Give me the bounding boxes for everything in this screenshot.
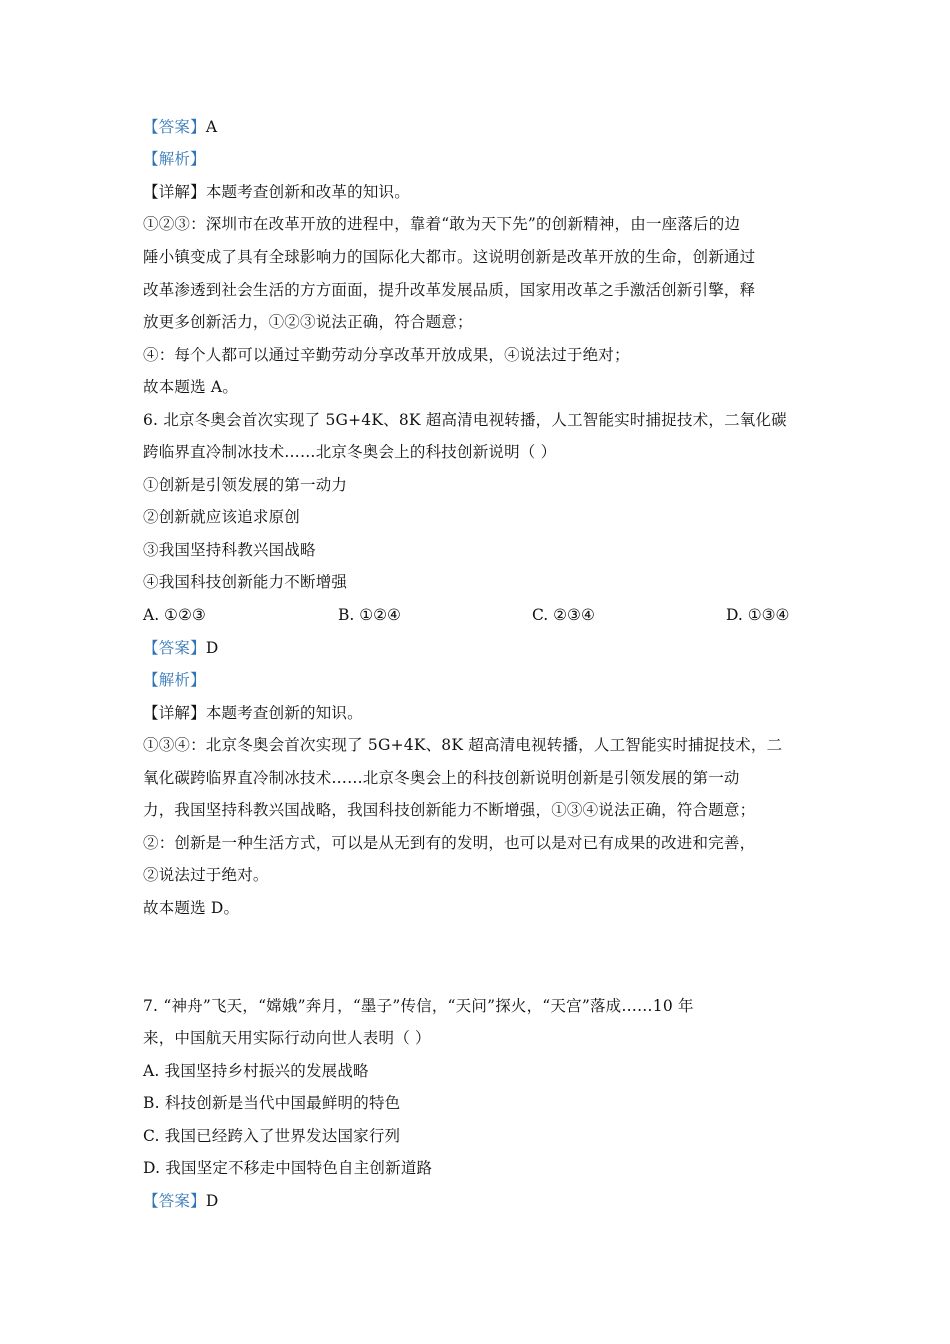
q6-option-c: C. ②③④ [532, 606, 595, 624]
q5-explanation-line: ①②③：深圳市在改革开放的进程中，靠着“敢为天下先”的创新精神，由一座落后的边 [143, 215, 741, 233]
q5-conclusion-line: 故本题选 A。 [143, 378, 239, 396]
q7-option-b: B. 科技创新是当代中国最鲜明的特色 [143, 1094, 401, 1112]
q5-explanation-line: 陲小镇变成了具有全球影响力的国际化大都市。这说明创新是改革开放的生命，创新通过 [143, 248, 756, 266]
answer-value: A [205, 118, 218, 136]
q6-stem-line: 6. 北京冬奥会首次实现了 5G+4K、8K 超高清电视转播，人工智能实时捕捉技术，二氧化碳 [143, 411, 787, 429]
answer-value: D [205, 1192, 219, 1210]
detail-tag: 【详解】 [143, 183, 206, 201]
detail-tag: 【详解】 [143, 704, 206, 722]
q6-explanation-line: 氧化碳跨临界直冷制冰技术……北京冬奥会上的科技创新说明创新是引领发展的第一动 [143, 769, 740, 787]
q6-statement-item: ①创新是引领发展的第一动力 [143, 476, 348, 494]
analysis-tag: 【解析】 [143, 671, 206, 689]
q7-answer-line [143, 1191, 809, 1211]
answer-tag: 【答案】 [143, 118, 206, 136]
q6-explanation-line: ②：创新是一种生活方式，可以是从无到有的发明，也可以是对已有成果的改进和完善， [143, 834, 756, 852]
q5-analysis-line [143, 149, 809, 169]
q7-stem-line: 来，中国航天用实际行动向世人表明（ ） [143, 1029, 431, 1047]
q6-statement-item: ③我国坚持科教兴国战略 [143, 541, 316, 559]
q5-detail-line [143, 182, 809, 202]
detail-text: 本题考查创新的知识。 [205, 704, 363, 722]
q5-explanation-line: 改革渗透到社会生活的方方面面，提升改革发展品质，国家用改革之手激活创新引擎，释 [143, 281, 756, 299]
q6-option-d: D. ①③④ [726, 606, 790, 624]
q6-conclusion-line: 故本题选 D。 [143, 899, 240, 917]
answer-value: D [205, 639, 219, 657]
q6-explanation-line: 力，我国坚持科教兴国战略，我国科技创新能力不断增强，①③④说法正确，符合题意； [143, 801, 756, 819]
q6-statement-item: ④我国科技创新能力不断增强 [143, 573, 348, 591]
q6-option-b: B. ①②④ [338, 606, 401, 624]
q6-detail-line [143, 703, 809, 723]
q6-analysis-line [143, 670, 809, 690]
q5-answer-line [143, 117, 809, 137]
q6-statement-item: ②创新就应该追求原创 [143, 508, 301, 526]
detail-text: 本题考查创新和改革的知识。 [205, 183, 410, 201]
q6-options-row [143, 605, 809, 625]
q6-explanation-line: ①③④：北京冬奥会首次实现了 5G+4K、8K 超高清电视转播，人工智能实时捕捉技术，二 [143, 736, 783, 754]
answer-tag: 【答案】 [143, 1192, 206, 1210]
q6-answer-line [143, 638, 809, 658]
q6-stem-line: 跨临界直冷制冰技术……北京冬奥会上的科技创新说明（ ） [143, 443, 557, 461]
analysis-tag: 【解析】 [143, 150, 206, 168]
q7-option-a: A. 我国坚持乡村振兴的发展战略 [143, 1062, 369, 1080]
q6-option-a: A. ①②③ [143, 606, 206, 624]
answer-tag: 【答案】 [143, 639, 206, 657]
q5-explanation-line: ④：每个人都可以通过辛勤劳动分享改革开放成果，④说法过于绝对； [143, 346, 630, 364]
q7-option-d: D. 我国坚定不移走中国特色自主创新道路 [143, 1159, 433, 1177]
q5-explanation-line: 放更多创新活力，①②③说法正确，符合题意； [143, 313, 473, 331]
q7-stem-line: 7. “神舟”飞天，“嫦娥”奔月，“墨子”传信，“天问”探火，“天宫”落成……10 年 [143, 997, 694, 1015]
q7-option-c: C. 我国已经跨入了世界发达国家行列 [143, 1127, 401, 1145]
q6-explanation-line: ②说法过于绝对。 [143, 866, 269, 884]
